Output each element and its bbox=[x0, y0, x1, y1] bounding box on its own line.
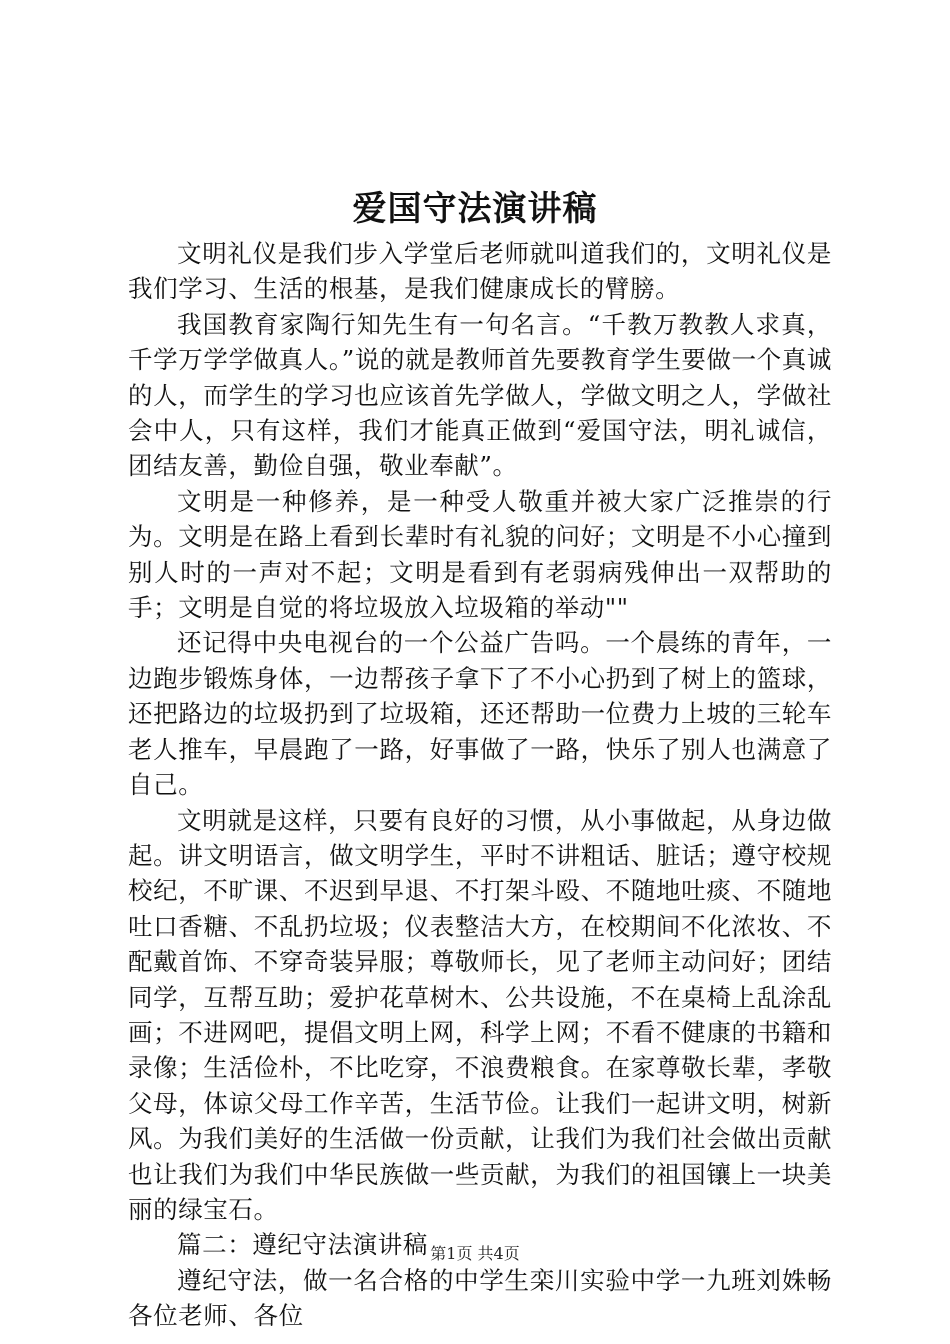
document-body bbox=[128, 236, 832, 1334]
paragraph: 文明礼仪是我们步入学堂后老师就叫道我们的，文明礼仪是我们学习、生活的根基，是我们健康成长的臂膀。 bbox=[128, 239, 832, 304]
paragraph: 文明是一种修养，是一种受人敬重并被大家广泛推崇的行为。文明是在路上看到长辈时有礼貌的问好；文明是不小心撞到别人时的一声对不起；文明是看到有老弱病残伸出一双帮助的手；文明是自觉的将垃圾放入垃圾箱的举动"" bbox=[128, 486, 832, 623]
document-title: 爱国守法演讲稿 bbox=[352, 189, 598, 229]
page-number-footer: 第1页 共4页 bbox=[430, 1244, 520, 1263]
paragraph: 文明就是这样，只要有良好的习惯，从小事做起，从身边做起。讲文明语言，做文明学生，平时不讲粗话、脏话；遵守校规校纪，不旷课、不迟到早退、不打架斗殴、不随地吐痰、不随地吐口香糖、不乱扔垃圾；仪表整洁大方，在校期间不化浓妆、不配戴首饰、不穿奇装异服；尊敬师长，见了老师主动问好；团结同学，互帮互助；爱护花草树木、公共设施，不在桌椅上乱涂乱画；不进网吧，提倡文明上网，科学上网；不看不健康的书籍和录像；生活俭朴，不比吃穿，不浪费粮食。在家尊敬长辈，孝敬父母，体谅父母工作辛苦，生活节俭。让我们一起讲文明，树新风。为我们美好的生活做一份贡献，让我们为我们社会做出贡献也让我们为我们中华民族做一些贡献，为我们的祖国镶上一块美丽的绿宝石。 bbox=[128, 805, 832, 1224]
paragraph: 还记得中央电视台的一个公益广告吗。一个晨练的青年，一边跑步锻炼身体，一边帮孩子拿下了不小心扔到了树上的篮球，还把路边的垃圾扔到了垃圾箱，还还帮助一位费力上坡的三轮车老人推车，早晨跑了一路，好事做了一路，快乐了别人也满意了自己。 bbox=[128, 628, 832, 800]
section-heading: 篇二：遵纪守法演讲稿 bbox=[177, 1230, 428, 1260]
paragraph: 遵纪守法，做一名合格的中学生栾川实验中学一九班刘姝畅各位老师、各位 bbox=[128, 1265, 832, 1331]
paragraph: 我国教育家陶行知先生有一句名言。“千教万教教人求真，千学万学学做真人。”说的就是教师首先要教育学生要做一个真诚的人，而学生的学习也应该首先学做人，学做文明之人，学做社会中人，只有这样，我们才能真正做到“爱国守法，明礼诚信，团结友善，勤俭自强，敬业奉献”。 bbox=[128, 309, 832, 481]
